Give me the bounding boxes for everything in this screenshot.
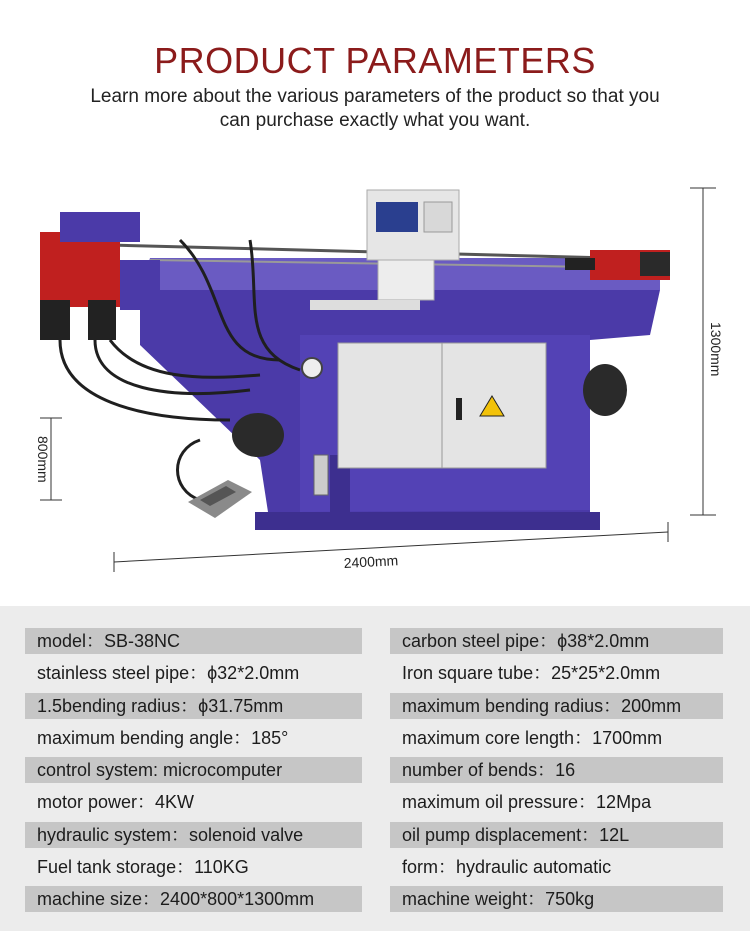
spec-row: maximum core length：1700mm [402, 727, 663, 748]
specifications-table [0, 606, 750, 931]
spec-row: machine size：2400*800*1300mm [25, 886, 362, 912]
spec-row: model：SB-38NC [25, 628, 362, 654]
page-title: PRODUCT PARAMETERS [154, 40, 596, 81]
spec-row: oil pump displacement：12L [390, 822, 723, 848]
spec-row: 1.5bending radius：ϕ31.75mm [25, 693, 362, 719]
spec-row: carbon steel pipe：ϕ38*2.0mm [390, 628, 723, 654]
spec-row: machine weight：750kg [390, 886, 723, 912]
specs-left-column [25, 628, 362, 919]
depth-dimension-label: 800mm [35, 436, 51, 483]
machine-illustration [0, 140, 750, 600]
height-dimension-label: 1300mm [708, 322, 724, 377]
spec-row: control system: microcomputer [25, 757, 362, 783]
spec-row: form：hydraulic automatic [402, 857, 612, 878]
spec-row: stainless steel pipe：ϕ32*2.0mm [37, 663, 300, 684]
page-subtitle: Learn more about the various parameters of the product so that you can purchase exactly what you want. [90, 86, 660, 131]
spec-row: maximum oil pressure：12Mpa [402, 792, 652, 813]
spec-row: Fuel tank storage：110KG [37, 857, 249, 878]
length-dimension-label: 2400mm [343, 552, 399, 571]
spec-row: hydraulic system：solenoid valve [25, 822, 362, 848]
spec-row: maximum bending radius：200mm [390, 693, 723, 719]
specs-right-column [390, 628, 723, 919]
spec-row: motor power：4KW [37, 792, 195, 813]
electrical-cabinet [338, 343, 546, 468]
spec-row: Iron square tube：25*25*2.0mm [402, 663, 661, 684]
spec-row: maximum bending angle：185° [37, 727, 289, 748]
spec-row: number of bends：16 [390, 757, 723, 783]
foot-pedal [188, 480, 252, 518]
